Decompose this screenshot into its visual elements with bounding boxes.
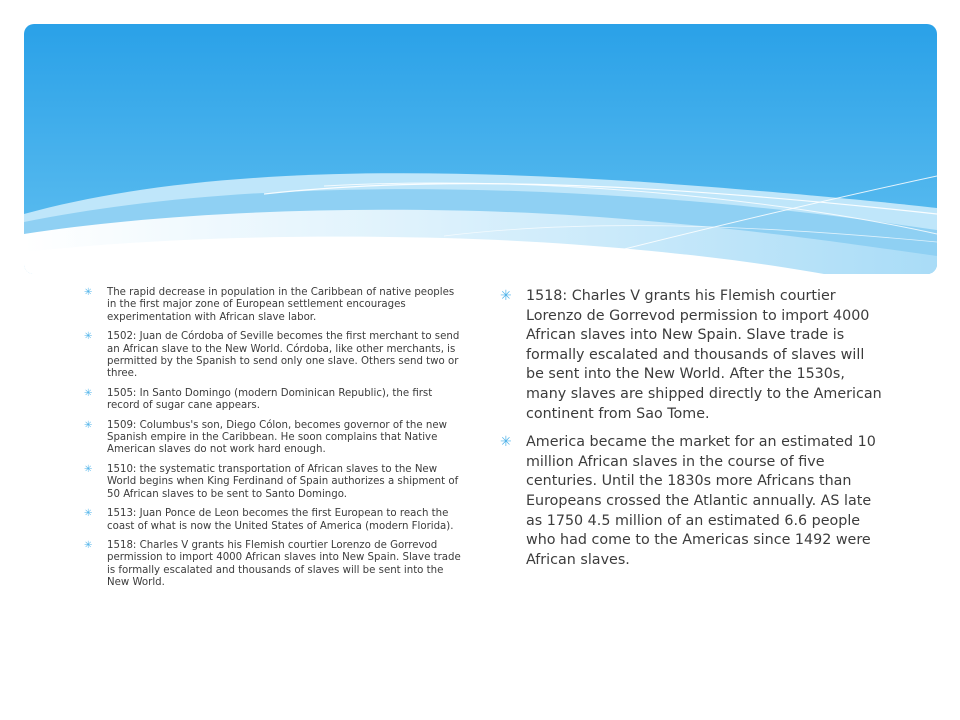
list-item	[84, 464, 466, 501]
asterisk-bullet-icon: ✳	[84, 463, 93, 475]
list-item-text: America became the market for an estimated 10 million African slaves in the course of five centuries. Until the 1830s more Africans than Europeans crossed the Atlantic annually. AS late as 1750 4.5 million of an estimated 6.6 people who had come to the Americas since 1492 were African slaves.	[526, 434, 876, 568]
asterisk-bullet-icon: ✳	[84, 331, 93, 343]
list-item	[84, 508, 466, 533]
asterisk-bullet-icon: ✳	[500, 288, 512, 304]
asterisk-bullet-icon: ✳	[84, 387, 93, 399]
list-item-text: 1518: Charles V grants his Flemish courtier Lorenzo de Gorrevod permission to import 4000 African slaves into New Spain. Slave trade is formally escalated and thousands of slaves will be sent into the New World.	[107, 539, 461, 589]
list-item	[84, 540, 466, 590]
list-item-text: 1510: the systematic transportation of African slaves to the New World begins when King Ferdinand of Spain authorizes a shipment of 50 African slaves to be sent to Santo Domingo.	[107, 463, 459, 500]
list-item	[84, 420, 466, 457]
header-banner-graphic	[24, 24, 937, 274]
asterisk-bullet-icon: ✳	[84, 508, 93, 520]
list-item	[84, 287, 466, 324]
list-item	[84, 388, 466, 413]
asterisk-bullet-icon: ✳	[84, 419, 93, 431]
list-item-text: 1505: In Santo Domingo (modern Dominican Republic), the first record of sugar cane appears.	[107, 387, 433, 412]
asterisk-bullet-icon: ✳	[84, 539, 93, 551]
list-item-text: 1513: Juan Ponce de Leon becomes the first European to reach the coast of what is now the United States of America (modern Florida).	[107, 508, 454, 532]
header-banner	[24, 24, 937, 274]
left-bullet-list	[84, 287, 466, 597]
list-item-text: The rapid decrease in population in the Caribbean of native peoples in the first major zone of European settlement encourages experimentation with African slave labor.	[107, 287, 455, 323]
list-item-text: 1518: Charles V grants his Flemish courtier Lorenzo de Gorrevod permission to import 4000 African slaves into New Spain. Slave trade is formally escalated and thousands of slaves will be sent into the New World. After the 1530s, many slaves are shipped directly to the American continent from Sao Tome.	[526, 288, 882, 422]
list-item	[500, 433, 885, 570]
list-item-text: 1502: Juan de Córdoba of Seville becomes the first merchant to send an African slave to the New World. Córdoba, like other merchants, is permitted by the Spanish to send only one slave. Others send two or three.	[107, 331, 460, 380]
list-item	[84, 331, 466, 381]
right-bullet-list	[500, 287, 885, 579]
list-item-text: 1509: Columbus's son, Diego Cólon, becomes governor of the new Spanish empire in the Caribbean. He soon complains that Native American slaves do not work hard enough.	[107, 419, 447, 456]
asterisk-bullet-icon: ✳	[84, 287, 93, 298]
asterisk-bullet-icon: ✳	[500, 434, 512, 451]
list-item	[500, 287, 885, 424]
